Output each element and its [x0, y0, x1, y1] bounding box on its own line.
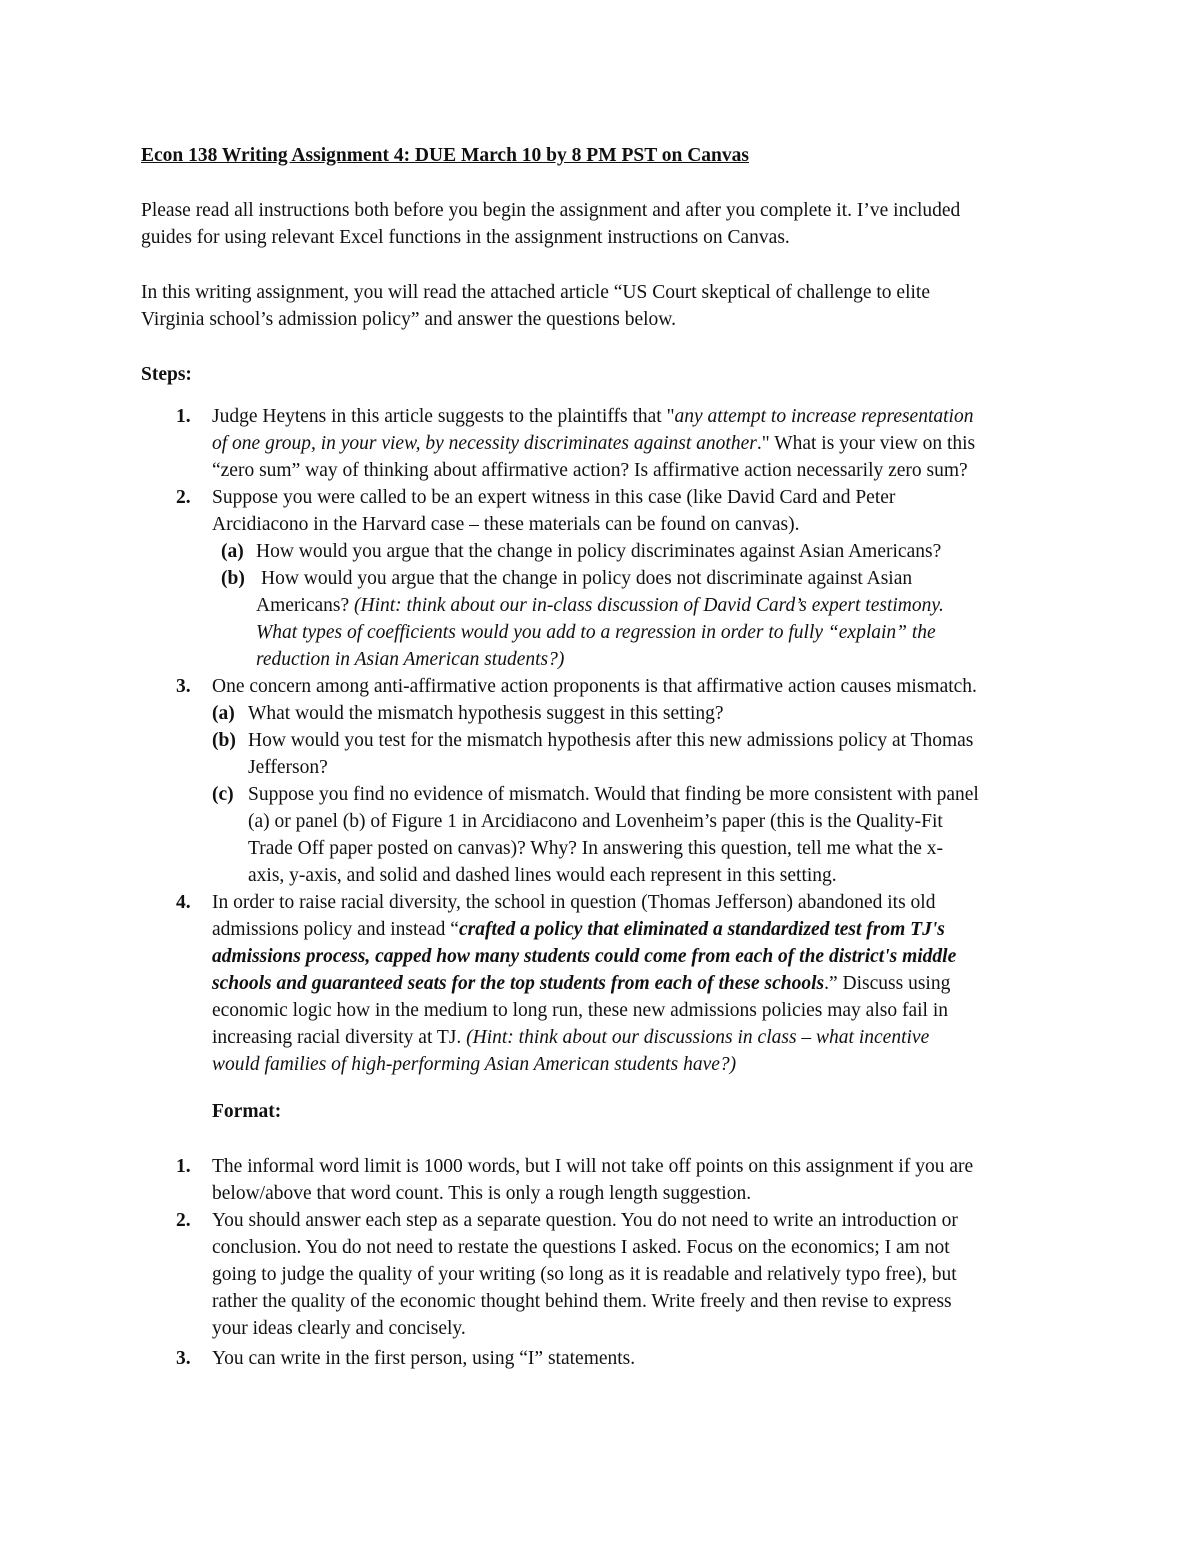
- format-2-line-5: your ideas clearly and concisely.: [212, 1318, 466, 1339]
- step-3-line-1: One concern among anti-affirmative action proponents is that affirmative action causes mismatch.: [212, 676, 977, 697]
- format-1-number: 1.: [176, 1156, 191, 1177]
- intro-line-1: Please read all instructions both before you begin the assignment and after you complete it. I’ve included: [141, 200, 961, 221]
- step-4-line-5: economic logic how in the medium to long run, these new admissions policies may also fail in: [212, 1000, 948, 1021]
- step-4-line-2-text: admissions policy and instead “: [212, 919, 459, 940]
- format-2-line-1: You should answer each step as a separate question. You do not need to write an introduction or: [212, 1210, 958, 1231]
- step-4-hint-b: would families of high-performing Asian American students have?): [212, 1054, 737, 1075]
- intro-line-2: guides for using relevant Excel functions in the assignment instructions on Canvas.: [141, 227, 790, 248]
- step-3b-line-2: Jefferson?: [248, 757, 328, 778]
- step-4-quote-c: schools and guaranteed seats for the top students from each of these schools: [212, 973, 825, 994]
- step-1-line-3: “zero sum” way of thinking about affirmative action? Is affirmative action necessarily zero sum?: [212, 460, 968, 481]
- step-3b-label: (b): [212, 730, 236, 751]
- step-1-quote-b: of one group, in your view, by necessity discriminates against another: [212, 433, 757, 454]
- format-heading: Format:: [212, 1101, 282, 1122]
- step-1-line-2: [212, 430, 975, 457]
- step-4-line-4: [212, 970, 950, 997]
- step-4-number: 4.: [176, 892, 191, 913]
- step-1-number: 1.: [176, 406, 191, 427]
- format-1-line-1: The informal word limit is 1000 words, but I will not take off points on this assignment if you are: [212, 1156, 974, 1177]
- step-3c-line-2: (a) or panel (b) of Figure 1 in Arcidiacono and Lovenheim’s paper (this is the Quality-Fit: [248, 811, 943, 832]
- step-4-line-1: In order to raise racial diversity, the school in question (Thomas Jefferson) abandoned its old: [212, 892, 936, 913]
- step-2a-text: How would you argue that the change in policy discriminates against Asian Americans?: [256, 541, 942, 562]
- step-1-text-a: Judge Heytens in this article suggests to the plaintiffs that ": [212, 406, 675, 427]
- step-4-line-2: [212, 916, 945, 943]
- step-3c-text: Suppose you find no evidence of mismatch. Would that finding be more consistent with panel: [248, 784, 979, 805]
- format-2-line-4: rather the quality of the economic thought behind them. Write freely and then revise to express: [212, 1291, 952, 1312]
- step-3c-line-3: Trade Off paper posted on canvas)? Why? In answering this question, tell me what the x-: [248, 838, 943, 859]
- article-line-2: Virginia school’s admission policy” and answer the questions below.: [141, 309, 676, 330]
- step-2-line-2: Arcidiacono in the Harvard case – these materials can be found on canvas).: [212, 514, 800, 535]
- step-2b-line-2-text: Americans?: [256, 595, 354, 616]
- article-line-1: In this writing assignment, you will read the attached article “US Court skeptical of challenge to elite: [141, 282, 930, 303]
- step-2-line-1: Suppose you were called to be an expert witness in this case (like David Card and Peter: [212, 487, 896, 508]
- format-1-line-2: below/above that word count. This is only a rough length suggestion.: [212, 1183, 752, 1204]
- step-3c-line-4: axis, y-axis, and solid and dashed lines would each represent in this setting.: [248, 865, 837, 886]
- format-2-line-2: conclusion. You do not need to restate the questions I asked. Focus on the economics; I am not: [212, 1237, 950, 1258]
- step-2b-text: How would you argue that the change in policy does not discriminate against Asian: [261, 568, 913, 589]
- page-title: Econ 138 Writing Assignment 4: DUE March 10 by 8 PM PST on Canvas: [141, 145, 749, 166]
- step-3-number: 3.: [176, 676, 191, 697]
- step-4-line-4-text: .” Discuss using: [824, 973, 951, 994]
- step-3b-text: How would you test for the mismatch hypothesis after this new admissions policy at Thomas: [248, 730, 974, 751]
- step-2b-hint-b: What types of coefficients would you add to a regression in order to fully “explain” the: [256, 622, 936, 643]
- step-3a-label: (a): [212, 703, 235, 724]
- step-4-line-6: [212, 1024, 929, 1051]
- step-1-quote-a: any attempt to increase representation: [674, 406, 974, 427]
- format-3-number: 3.: [176, 1348, 191, 1369]
- step-2b-hint-c: reduction in Asian American students?): [256, 649, 565, 670]
- step-4-quote-a: crafted a policy that eliminated a standardized test from TJ's: [458, 919, 945, 940]
- step-4-line-6-text: increasing racial diversity at TJ.: [212, 1027, 467, 1048]
- step-2b-line-2: [256, 592, 944, 619]
- step-3c-label: (c): [212, 784, 234, 805]
- step-4-hint-a: (Hint: think about our discussions in class – what incentive: [466, 1027, 930, 1048]
- step-3a-text: What would the mismatch hypothesis suggest in this setting?: [248, 703, 724, 724]
- step-1-text-d: ." What is your view on this: [756, 433, 976, 454]
- step-2-number: 2.: [176, 487, 191, 508]
- step-2b-hint-a: (Hint: think about our in-class discussion of David Card’s expert testimony.: [354, 595, 944, 616]
- format-2-line-3: going to judge the quality of your writing (so long as it is readable and relatively typo free), but: [212, 1264, 957, 1285]
- format-3-line-1: You can write in the first person, using “I” statements.: [212, 1348, 636, 1369]
- step-1-line-1: [212, 403, 973, 430]
- steps-heading: Steps:: [141, 364, 192, 385]
- step-2b-label: (b): [221, 568, 245, 589]
- step-4-quote-b: admissions process, capped how many students could come from each of the district's middle: [212, 946, 957, 967]
- format-2-number: 2.: [176, 1210, 191, 1231]
- step-2a-label: (a): [221, 541, 244, 562]
